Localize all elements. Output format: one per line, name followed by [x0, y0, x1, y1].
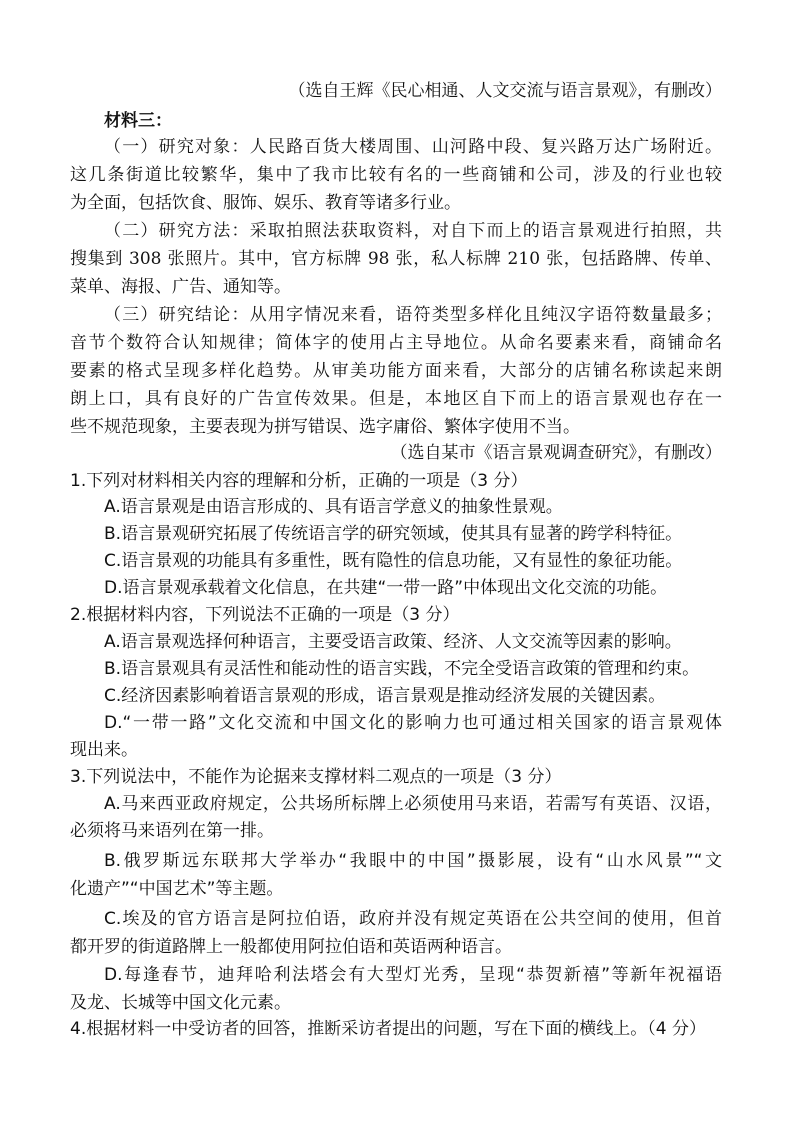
source-citation-2: （选自某市《语言景观调查研究》，有删改） — [390, 443, 722, 463]
q2-stem: 2.根据材料内容，下列说法不正确的一项是（3 分） — [70, 605, 460, 625]
q3-option-a-line1: A.马来西亚政府规定，公共场所标牌上必须使用马来语，若需写有英语、汉语， — [104, 794, 722, 814]
material3-title: 材料三： — [104, 111, 172, 131]
q2-option-d-line2: 现出来。 — [70, 740, 138, 760]
material3-p3-line5: 些不规范现象，主要表现为拼写错误、选字庸俗、繁体字使用不当。 — [70, 417, 580, 437]
q3-option-b-line1: B.俄罗斯远东联邦大学举办“我眼中的中国”摄影展，设有“山水风景”“文 — [104, 851, 722, 871]
q3-option-c-line1: C.埃及的官方语言是阿拉伯语，政府并没有规定英语在公共空间的使用，但首 — [104, 909, 722, 929]
q1-option-b: B.语言景观研究拓展了传统语言学的研究领域，使其具有显著的跨学科特征。 — [104, 524, 683, 544]
material3-p2-line1: （二）研究方法：采取拍照法获取资料，对自下而上的语言景观进行拍照，共 — [104, 221, 722, 241]
q2-option-a: A.语言景观选择何种语言，主要受语言政策、经济、人文交流等因素的影响。 — [104, 632, 682, 652]
q3-option-c-line2: 都开罗的街道路牌上一般都使用阿拉伯语和英语两种语言。 — [70, 937, 512, 957]
q3-option-d-line2: 及龙、长城等中国文化元素。 — [70, 993, 291, 1013]
material3-p2-line2: 搜集到 308 张照片。其中，官方标牌 98 张，私人标牌 210 张，包括路牌、传单、 — [70, 249, 722, 269]
material3-p3-line1: （三）研究结论：从用字情况来看，语符类型多样化且纯汉字语符数量最多； — [104, 305, 722, 325]
material3-p3-line2: 音节个数符合认知规律；简体字的使用占主导地位。从命名要素来看，商铺命名 — [70, 333, 722, 353]
material3-p2-line3: 菜单、海报、广告、通知等。 — [70, 277, 291, 297]
q1-option-d: D.语言景观承载着文化信息，在共建“一带一路”中体现出文化交流的功能。 — [104, 578, 668, 598]
q3-option-a-line2: 必须将马来语列在第一排。 — [70, 821, 274, 841]
q3-stem: 3.下列说法中，不能作为论据来支撑材料二观点的一项是（3 分） — [70, 767, 562, 787]
q1-stem: 1.下列对材料相关内容的理解和分析，正确的一项是（3 分） — [70, 471, 528, 491]
q2-option-d-line1: D.“一带一路”文化交流和中国文化的影响力也可通过相关国家的语言景观体 — [104, 713, 722, 733]
material3-p1-line2: 这几条街道比较繁华，集中了我市比较有名的一些商铺和公司，涉及的行业也较 — [70, 165, 722, 185]
material3-p3-line3: 要素的格式呈现多样化趋势。从审美功能方面来看，大部分的店铺名称读起来朗 — [70, 361, 722, 381]
material3-p3-line4: 朗上口，具有良好的广告宣传效果。但是，本地区自下而上的语言景观也存在一 — [70, 389, 722, 409]
q2-option-b: B.语言景观具有灵活性和能动性的语言实践，不完全受语言政策的管理和约束。 — [104, 659, 700, 679]
material3-p1-line3: 为全面，包括饮食、服饰、娱乐、教育等诸多行业。 — [70, 193, 461, 213]
q3-option-d-line1: D.每逢春节，迪拜哈利法塔会有大型灯光秀，呈现“恭贺新禧”等新年祝福语 — [104, 965, 722, 985]
q4-stem: 4.根据材料一中受访者的回答，推断采访者提出的问题，写在下面的横线上。（4 分） — [70, 1019, 706, 1039]
q3-option-b-line2: 化遗产”“中国艺术”等主题。 — [70, 879, 284, 899]
q1-option-a: A.语言景观是由语言形成的、具有语言学意义的抽象性景观。 — [104, 497, 563, 517]
q1-option-c: C.语言景观的功能具有多重性，既有隐性的信息功能，又有显性的象征功能。 — [104, 551, 683, 571]
material3-p1-line1: （一）研究对象：人民路百货大楼周围、山河路中段、复兴路万达广场附近。 — [104, 137, 722, 157]
source-citation-1: （选自王辉《民心相通、人文交流与语言景观》，有删改） — [288, 81, 722, 101]
q2-option-c: C.经济因素影响着语言景观的形成，语言景观是推动经济发展的关键因素。 — [104, 686, 666, 706]
